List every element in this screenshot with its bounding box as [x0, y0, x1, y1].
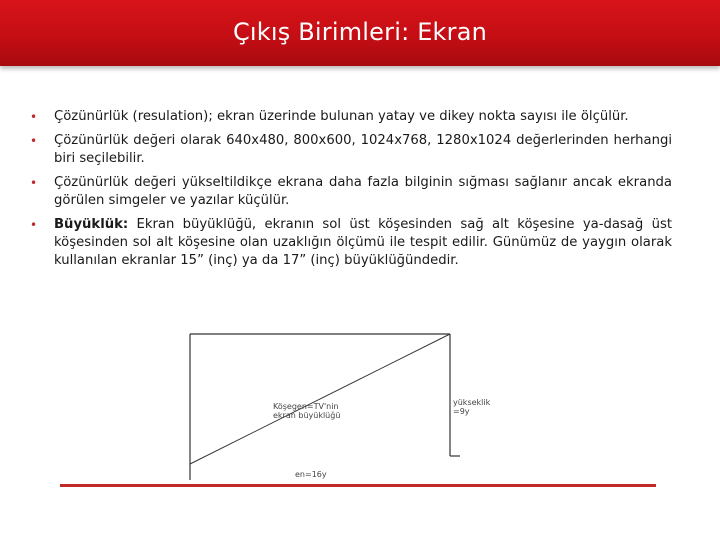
bullet-dot-icon: •	[30, 218, 38, 232]
bullet-item	[30, 108, 672, 126]
width-label: en=16y	[295, 470, 327, 479]
height-label: yükseklik =9y	[453, 398, 491, 416]
diagonal-label: Köşegen=TV'nin ekran büyüklüğü	[273, 402, 341, 420]
slide-title: Çıkış Birimleri: Ekran	[232, 18, 488, 46]
bullet-item	[30, 174, 672, 210]
bullet-text: Ekran büyüklüğü, ekranın sol üst köşesinden sağ alt köşesine ya-dasağ üst köşesinden sol alt köşesine olan uzaklığın ölçümü ile tespit edilir. Günümüz de yaygın olarak kullanılan ekranlar 15” (inç) ya da 17” (inç) büyüklüğündedir.	[54, 217, 672, 268]
bullet-item	[30, 216, 672, 270]
bullet-dot-icon: •	[30, 176, 38, 190]
bullet-dot-icon: •	[30, 110, 38, 124]
bullet-dot-icon: •	[30, 134, 38, 148]
diagonal-line	[190, 334, 450, 464]
title-bar	[0, 0, 720, 66]
bullet-text: Çözünürlük değeri olarak 640x480, 800x600, 1024x768, 1280x1024 değerlerinden herhangi biri seçilebilir.	[54, 133, 672, 166]
screen-size-diagram	[180, 330, 491, 488]
bullet-item	[30, 132, 672, 168]
bullet-lead: Büyüklük:	[54, 217, 129, 232]
divider-rule	[60, 484, 656, 487]
bullet-text: Çözünürlük (resulation); ekran üzerinde bulunan yatay ve dikey nokta sayısı ile ölçülür.	[54, 109, 629, 124]
bullet-text: Çözünürlük değeri yükseltildikçe ekrana daha fazla bilginin sığması sağlanır ancak ekranda görülen simgeler ve yazılar küçülür.	[54, 175, 672, 208]
bullet-list	[30, 108, 672, 276]
